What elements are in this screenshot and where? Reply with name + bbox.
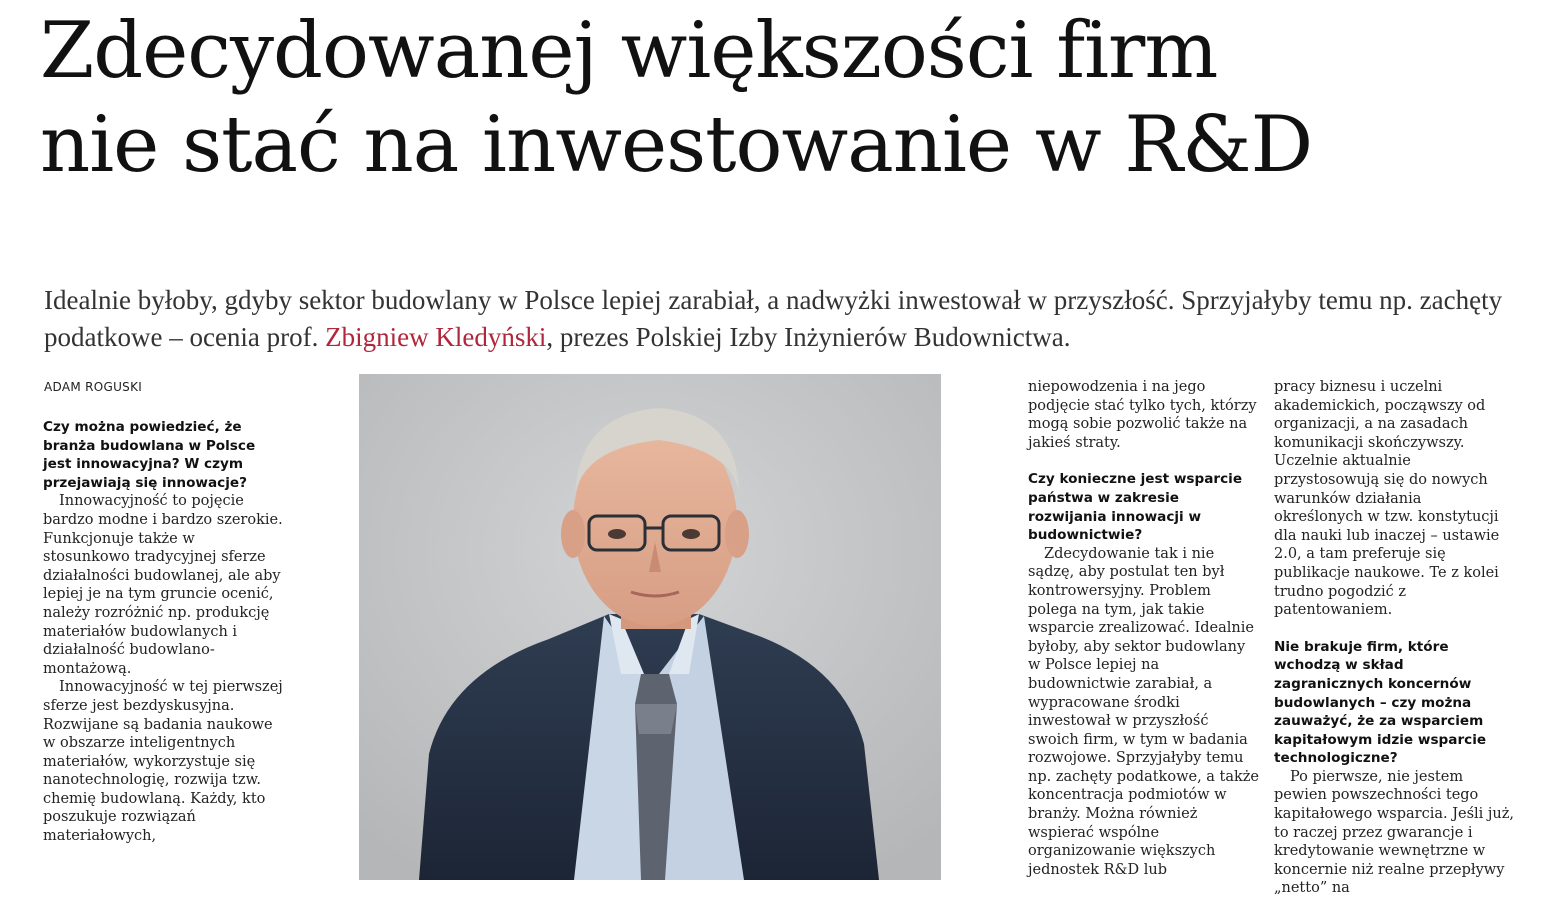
text-column-1 <box>43 418 283 846</box>
portrait-photo <box>359 374 941 880</box>
answer-paragraph: Zdecydowanie tak i nie sądzę, aby postulat ten był kontrowersyjny. Problem polega na tym, jak takie wsparcie zrealizować. Idealnie byłoby, aby sektor budowlany w Polsce lepiej na budownictwie zarabiał, a wypracowane środki inwestował w przyszłość swoich firm, w tym w badania rozwojowe. Sprzyjałyby temu np. zachęty podatkowe, a także koncentracja podmiotów w branży. Można również wspierać wspólne organizowanie większych jednostek R&D lub <box>1028 545 1260 878</box>
article-lead <box>44 282 1524 356</box>
answer-paragraph: pracy biznesu i uczelni akademickich, począwszy od organizacji, a na zasadach komunikacji skończywszy. Uczelnie aktualnie przystosowują się do nowych warunków działania określonych w tzw. konstytucji dla nauki lub inaczej – ustawie 2.0, a tam preferuje się publikacje naukowe. Te z kolei trudno pogodzić z patentowaniem. <box>1274 379 1500 619</box>
answer-paragraph: Innowacyjność to pojęcie bardzo modne i bardzo szerokie. Funkcjonuje także w stosunkowo tradycyjnej sferze działalności budowlanej, ale aby lepiej je na tym gruncie ocenić, należy rozróżnić np. produkcję materiałów budowlanych i działalność budowlano-montażową. <box>43 493 283 677</box>
article-headline <box>40 4 1540 192</box>
answer-paragraph: Innowacyjność w tej pierwszej sferze jest bezdyskusyjna. Rozwijane są badania naukowe w obszarze inteligentnych materiałów, wykorzystuje się nanotechnologię, rozwija tzw. chemię budowlaną. Każdy, kto poszukuje rozwiązań materiałowych, <box>43 679 283 845</box>
interview-question: Czy można powiedzieć, że branża budowlana w Polsce jest innowacyjna? W czym przejawiają się innowacje? <box>43 419 256 491</box>
interviewee-name: Zbigniew Kledyński <box>325 322 547 352</box>
lead-text: Idealnie byłoby, gdyby sektor budowlany w Polsce lepiej zarabiał, a nadwyżki inwestował w przyszłość. Sprzyjałyby temu np. zachęty podatkowe – ocenia prof. <box>44 285 1503 352</box>
headline-line-1: Zdecydowanej większości firm <box>40 6 1218 96</box>
interview-question: Nie brakuje firm, które wchodzą w skład zagranicznych koncernów budowlanych – czy można zauważyć, że za wsparciem kapitałowym idzie wsparcie technologiczne? <box>1274 638 1487 767</box>
text-column-3 <box>1028 378 1260 879</box>
interview-question: Czy konieczne jest wsparcie państwa w zakresie rozwijania innowacji w budownictwie? <box>1028 471 1243 544</box>
answer-paragraph: niepowodzenia i na jego podjęcie stać tylko tych, którzy mogą sobie pozwolić także na jakieś straty. <box>1028 379 1257 451</box>
lead-text-end: , prezes Polskiej Izby Inżynierów Budownictwa. <box>546 322 1071 352</box>
answer-paragraph: Po pierwsze, nie jestem pewien powszechności tego kapitałowego wsparcia. Jeśli już, to raczej przez gwarancje i kredytowanie wewnętrzne w koncernie niż realne przepływy „netto” na <box>1274 768 1515 897</box>
author-byline: ADAM ROGUSKI <box>44 380 143 394</box>
text-column-4 <box>1274 378 1514 898</box>
headline-line-2: nie stać na inwestowanie w R&D <box>40 100 1313 190</box>
